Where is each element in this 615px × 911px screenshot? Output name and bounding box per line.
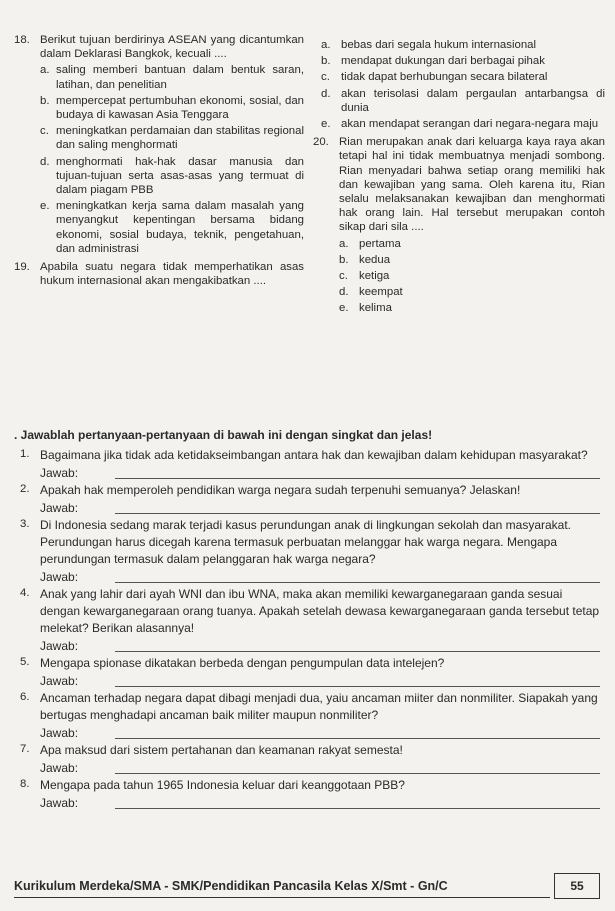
page-footer [14, 876, 600, 898]
option-letter: e. [40, 200, 50, 213]
option-text: ketiga [359, 270, 390, 283]
question-text: Mengapa spionase dikatakan berbeda dengan pengumpulan data intelejen? [40, 656, 445, 670]
option-d [40, 155, 304, 198]
option-text: saling memberi bantuan dalam bentuk saran, latihan, dan penelitian [56, 64, 304, 91]
option-list [321, 38, 605, 131]
option-text: tidak dapat berhubungan secara bilateral [341, 71, 548, 84]
option-letter: e. [339, 302, 349, 315]
question-number: 2. [20, 483, 30, 495]
option-text: mendapat dukungan dari berbagai pihak [341, 55, 545, 68]
answer-label: Jawab: [40, 501, 79, 515]
option-text: menghormati hak-hak dasar manusia dan tujuan-tujuan serta asas-asas yang termuat di dalam piagam PBB [56, 155, 304, 197]
question-19-options [313, 38, 605, 131]
option-text: meningkatkan perdamaian dan stabilitas regional dan saling menghormati [56, 125, 304, 152]
option-letter: b. [339, 253, 349, 266]
option-text: bebas dari segala hukum internasional [341, 39, 537, 51]
answer-row [40, 672, 600, 690]
answer-row [40, 499, 600, 517]
question-19 [14, 260, 304, 288]
option-letter: c. [40, 125, 49, 138]
option-a [40, 63, 304, 91]
answer-line[interactable] [115, 478, 600, 479]
answer-label: Jawab: [40, 466, 79, 480]
option-text: akan mendapat serangan dari negara-negara maju [341, 118, 599, 131]
option-letter: b. [40, 94, 50, 107]
question-number: 6. [20, 691, 30, 703]
question-number: 20. [313, 136, 329, 149]
footer-title: Kurikulum Merdeka/SMA - SMK/Pendidikan Pancasila Kelas X/Smt - Gn/C [14, 879, 448, 893]
option-letter: d. [339, 286, 349, 299]
option-list [40, 63, 304, 256]
answer-row [40, 568, 600, 586]
answer-line[interactable] [115, 738, 600, 739]
option-letter: d. [40, 155, 50, 168]
question-number: 7. [20, 743, 30, 755]
option-c [339, 269, 605, 283]
question-number: 8. [20, 778, 30, 790]
answer-row [40, 794, 600, 812]
answer-line[interactable] [115, 651, 600, 652]
essay-questions [20, 447, 600, 812]
question-text: Apakah hak memperoleh pendidikan warga negara sudah terpenuhi semuanya? Jelaskan! [40, 483, 521, 497]
page-number: 55 [554, 873, 600, 899]
section-title: . Jawablah pertanyaan-pertanyaan di bawah ini dengan singkat dan jelas! [14, 428, 433, 442]
question-text: Apabila suatu negara tidak memperhatikan asas hukum internasional akan mengakibatkan .... [40, 261, 304, 288]
option-text: mempercepat pertumbuhan ekonomi, sosial, dan budaya di kawasan Asia Tenggara [56, 94, 304, 122]
option-d [339, 285, 605, 299]
option-a [339, 237, 605, 251]
question-20 [313, 135, 605, 315]
answer-row [40, 759, 600, 777]
answer-label: Jawab: [40, 674, 79, 688]
question-number: 3. [20, 518, 30, 530]
answer-row [40, 464, 600, 482]
question-text: Apa maksud dari sistem pertahanan dan keamanan rakyat semesta! [40, 743, 403, 757]
answer-line[interactable] [115, 773, 600, 774]
right-column [313, 38, 605, 318]
option-letter: b. [321, 55, 331, 68]
answer-label: Jawab: [40, 639, 79, 653]
option-letter: a. [321, 39, 331, 51]
answer-row [40, 637, 600, 655]
option-c [321, 70, 605, 84]
answer-row [40, 724, 600, 742]
question-number: 5. [20, 656, 30, 668]
option-text: pertama [359, 237, 401, 250]
option-letter: c. [339, 270, 348, 283]
option-d [321, 87, 605, 115]
essay-question-6 [20, 690, 600, 742]
option-a [321, 38, 605, 52]
answer-label: Jawab: [40, 761, 79, 775]
option-letter: e. [321, 118, 331, 131]
question-text: Ancaman terhadap negara dapat dibagi menjadi dua, yaiu ancaman miiter dan nonmiliter. Siapakah yang bertugas menghadapi ancaman baik militer maupun nonmiliter? [40, 691, 598, 722]
option-b [40, 94, 304, 122]
essay-question-1 [20, 447, 600, 482]
question-number: 4. [20, 587, 30, 599]
answer-label: Jawab: [40, 570, 79, 584]
option-letter: a. [40, 64, 50, 77]
answer-line[interactable] [115, 808, 600, 809]
option-b [339, 253, 605, 267]
answer-label: Jawab: [40, 796, 79, 810]
essay-question-5 [20, 655, 600, 690]
footer-rule [14, 897, 550, 898]
answer-label: Jawab: [40, 726, 79, 740]
question-text: Di Indonesia sedang marak terjadi kasus perundungan anak di lingkungan sekolah dan masyarakat. Perundungan harus dicegah karena termasuk perbuatan melanggar hak warga negara. Mengapa perundungan termasuk dalam pelanggaran hak warga negara? [40, 518, 572, 566]
option-c [40, 124, 304, 152]
question-text: Anak yang lahir dari ayah WNI dan ibu WNA, maka akan memiliki kewarganegaraan ganda sesuai dengan kewarganegaraan orang tuanya. Apakah setelah dewasa kewarganegaraan ganda tersebut tetap melekat? Berikan alasannya! [40, 587, 600, 635]
option-text: kedua [359, 253, 391, 266]
essay-question-3 [20, 517, 600, 586]
question-number: 19. [14, 261, 30, 274]
question-text: Bagaimana jika tidak ada ketidakseimbangan antara hak dan kewajiban dalam kehidupan masyarakat? [40, 448, 588, 462]
essay-question-2 [20, 482, 600, 517]
option-letter: c. [321, 71, 330, 84]
option-e [321, 117, 605, 131]
answer-line[interactable] [115, 513, 600, 514]
option-letter: d. [321, 87, 331, 100]
question-18 [14, 33, 304, 256]
question-number: 18. [14, 34, 30, 46]
option-b [321, 54, 605, 68]
option-text: meningkatkan kerja sama dalam masalah yang menyangkut kepentingan bersama bidang ekonomi, sosial budaya, teknik, pengetahuan, dan administrasi [56, 200, 304, 255]
option-list [339, 237, 605, 316]
question-number: 1. [20, 448, 30, 460]
option-text: akan terisolasi dalam pergaulan antarbangsa di dunia [341, 87, 605, 114]
option-letter: a. [339, 237, 349, 250]
question-text: Berikut tujuan berdirinya ASEAN yang dicantumkan dalam Deklarasi Bangkok, kecuali .... [40, 34, 304, 61]
option-text: kelima [359, 302, 392, 315]
answer-line[interactable] [115, 582, 600, 583]
essay-question-8 [20, 777, 600, 812]
question-text: Mengapa pada tahun 1965 Indonesia keluar dari keanggotaan PBB? [40, 778, 405, 792]
essay-question-4 [20, 586, 600, 655]
essay-question-7 [20, 742, 600, 777]
option-text: keempat [359, 286, 403, 299]
question-text: Rian merupakan anak dari keluarga kaya raya akan tetapi hal ini tidak membuatnya menjadi sombong. Rian menyadari bahwa setiap orang memiliki hak dan kewajiban yang sama. Oleh karena itu, Rian selalu melaksanakan kewajiban dan menghormati hak orang lain. Hal tersebut merupakan contoh sikap dari sila .... [339, 136, 605, 234]
left-column [14, 33, 304, 290]
answer-line[interactable] [115, 686, 600, 687]
option-e [339, 301, 605, 315]
option-e [40, 199, 304, 256]
